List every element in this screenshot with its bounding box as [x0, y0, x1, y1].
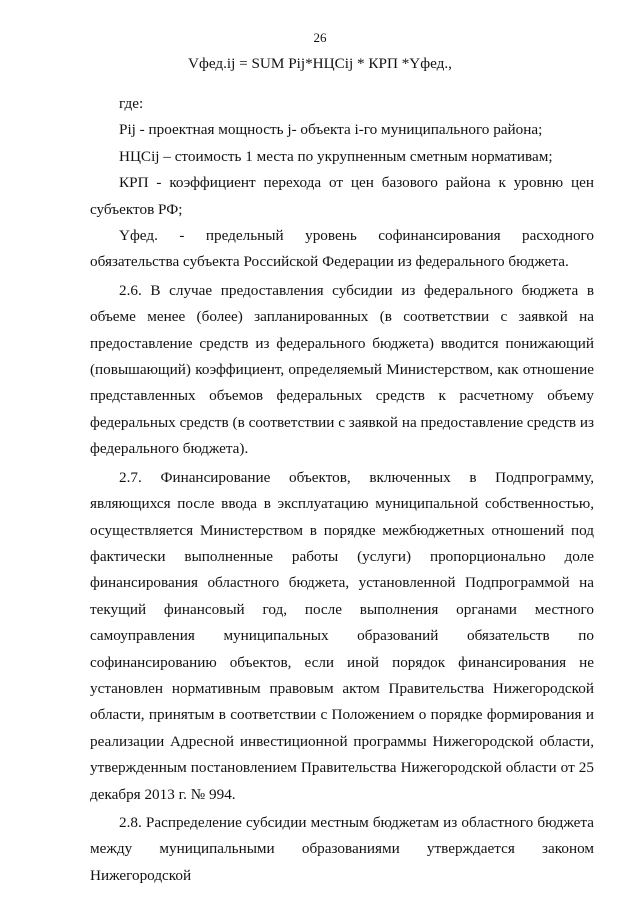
paragraph-2-8: 2.8. Распределение субсидии местным бюджетам из областного бюджета между муниципальными образованиями утверждается законом Нижегородской [90, 813, 594, 884]
paragraph-2-6: 2.6. В случае предоставления субсидии из федерального бюджета в объеме менее (более) запланированных (в соответствии с заявкой на предоставление средств из федерального бюджета) вводится понижающий (повышающий) коэффициент, определяемый Министерством, как отношение представленных объемов федеральных средств к расчетному объему федеральных средств (в соответствии с заявкой на предоставление средств из федерального бюджета). [90, 281, 594, 458]
paragraph-pij-definition: Pij - проектная мощность j- объекта i-го муниципального района; [119, 121, 543, 139]
page-number: 26 [313, 30, 327, 45]
formula: Vфед.ij = SUM Pij*НЦСij * КРП *Yфед., [188, 55, 452, 72]
document-body [90, 91, 594, 889]
paragraph-krp-definition: КРП - коэффициент перехода от цен базового района к уровню цен субъектов РФ; [90, 174, 594, 218]
paragraph-2-7: 2.7. Финансирование объектов, включенных в Подпрограмму, являющихся после ввода в эксплуатацию муниципальной собственностью, осуществляется Министерством в порядке межбюджетных отношений под фактически выполненные работы (услуги) пропорционально доле финансирования областного бюджета, установленной Подпрограммой на текущий финансовый год, после выполнения органами местного самоуправления муниципальных образований обязательств по софинансированию объектов, если иной порядок финансирования не установлен нормативным правовым актом Правительства Нижегородской области, принятым в соответствии с Положением о порядке формирования и реализации Адресной инвестиционной программы Нижегородской области, утвержденным постановлением Правительства Нижегородской области от 25 декабря 2013 г. № 994. [90, 468, 594, 803]
paragraph-yfed-definition: Yфед. - предельный уровень софинансирования расходного обязательства субъекта Российской Федерации из федерального бюджета. [90, 227, 594, 271]
paragraph-where: где: [119, 95, 144, 112]
paragraph-ncs-definition: НЦСij – стоимость 1 места по укрупненным сметным нормативам; [119, 147, 553, 165]
